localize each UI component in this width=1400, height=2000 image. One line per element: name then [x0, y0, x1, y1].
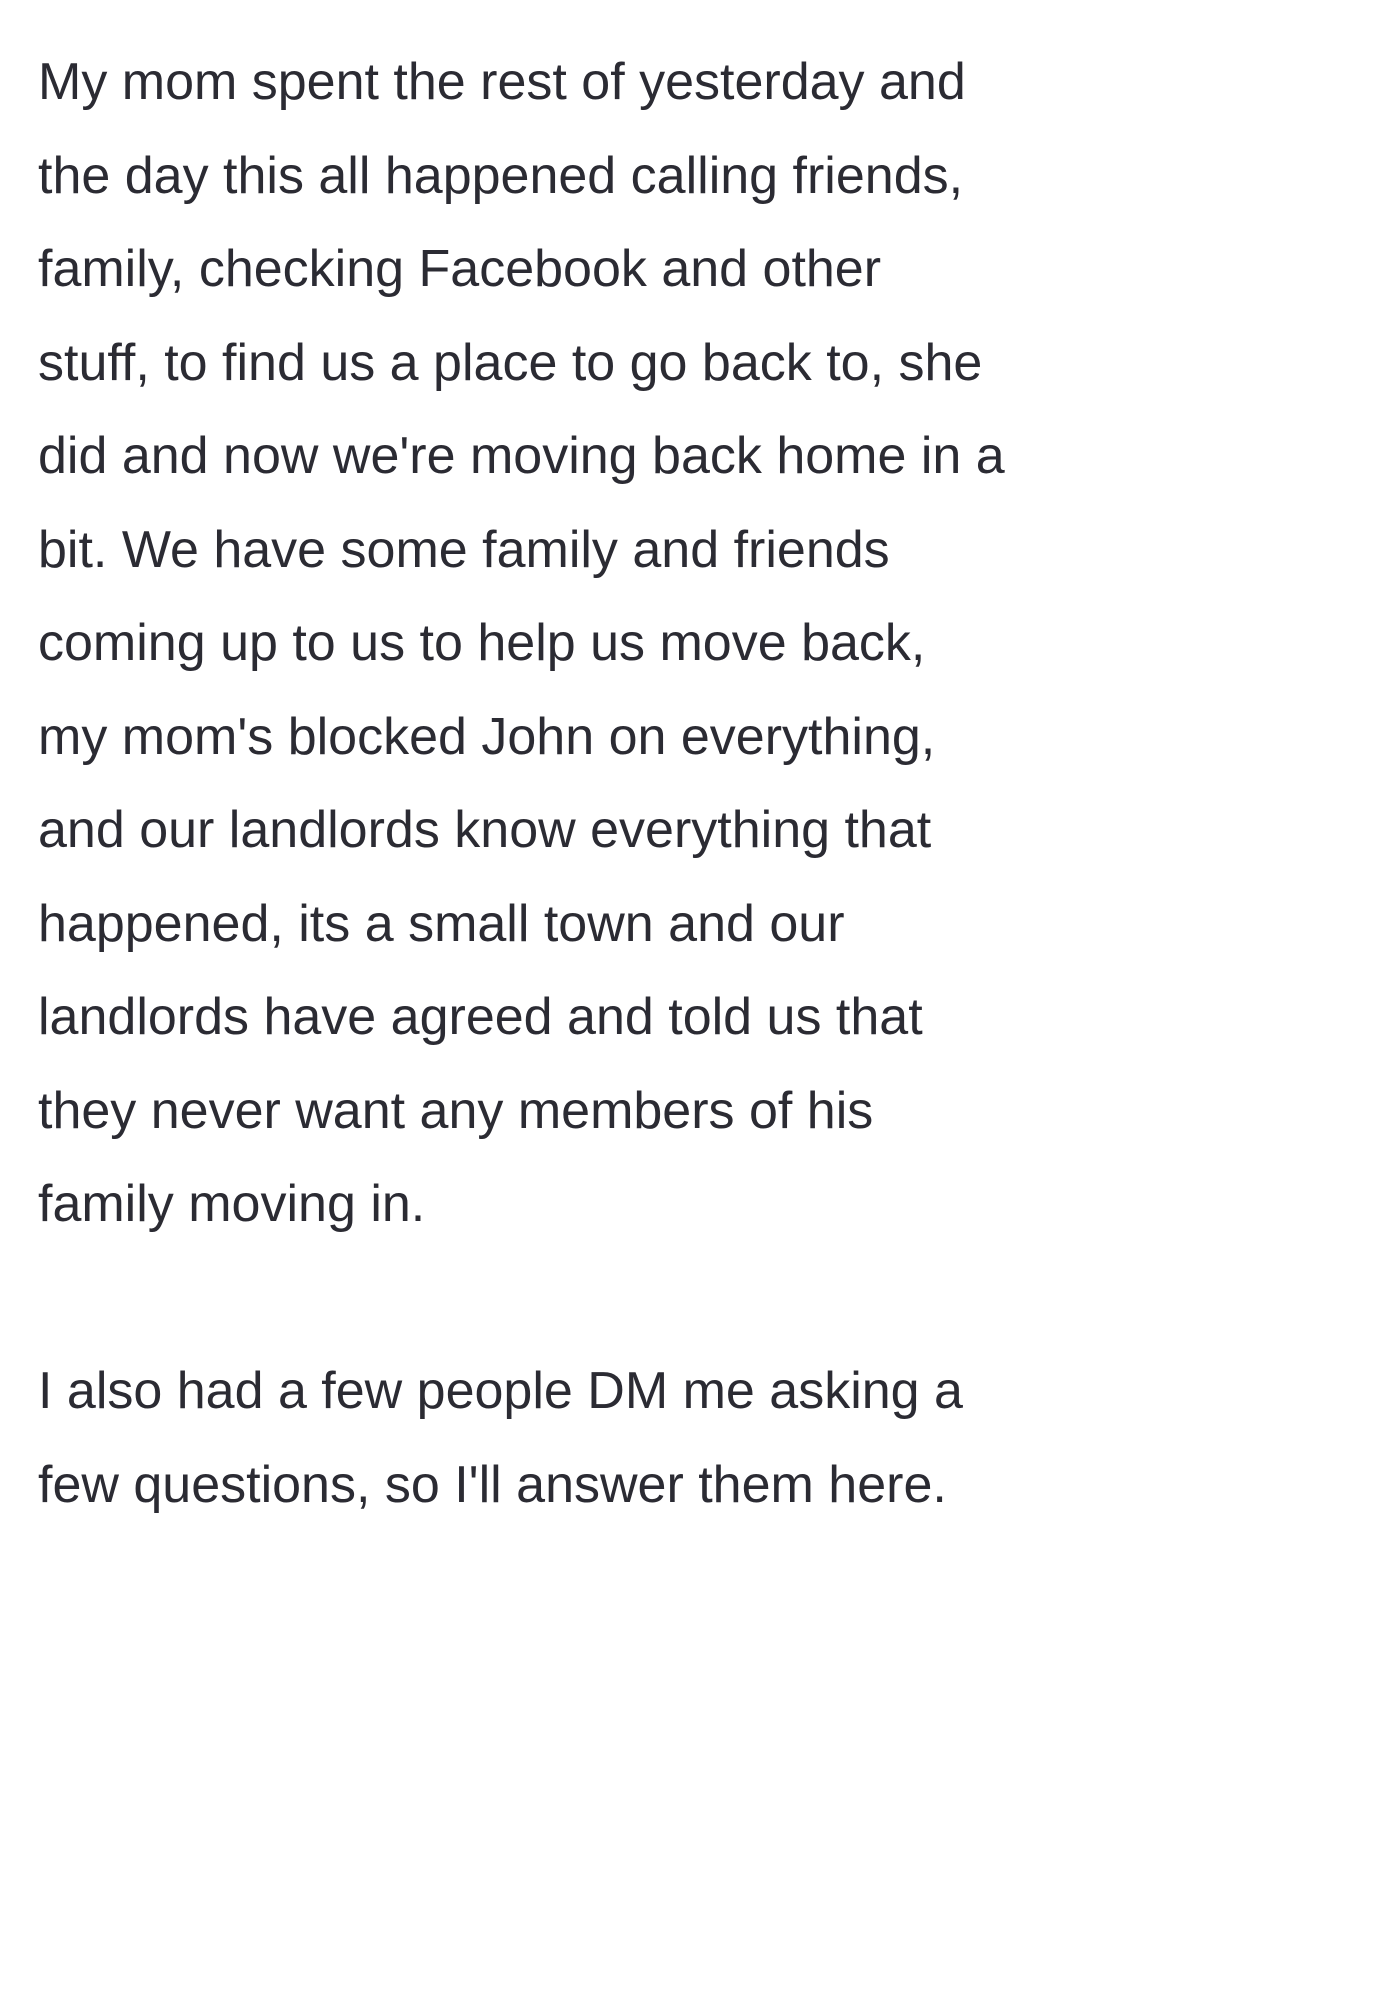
text-line: and our landlords know everything that: [38, 801, 932, 859]
text-line: the day this all happened calling friends,: [38, 146, 964, 205]
text-line: family, checking Facebook and other: [38, 240, 882, 298]
text-line: few questions, so I'll answer them here.: [38, 1455, 947, 1514]
text-line: My mom spent the rest of yesterday and: [38, 53, 966, 111]
text-line: family moving in.: [38, 1175, 426, 1233]
paragraph-2: [38, 1345, 1078, 1532]
post-body: [38, 36, 1078, 1532]
text-line: happened, its a small town and our: [38, 894, 845, 953]
text-line: bit. We have some family and friends: [38, 520, 890, 579]
text-line: my mom's blocked John on everything,: [38, 707, 936, 766]
text-line: they never want any members of his: [38, 1081, 874, 1140]
text-line: I also had a few people DM me asking a: [38, 1362, 963, 1420]
text-line: coming up to us to help us move back,: [38, 614, 926, 672]
paragraph-1: [38, 36, 1078, 1252]
text-line: did and now we're moving back home in a: [38, 427, 1005, 485]
text-line: landlords have agreed and told us that: [38, 988, 923, 1046]
text-line: stuff, to find us a place to go back to, she: [38, 333, 983, 392]
